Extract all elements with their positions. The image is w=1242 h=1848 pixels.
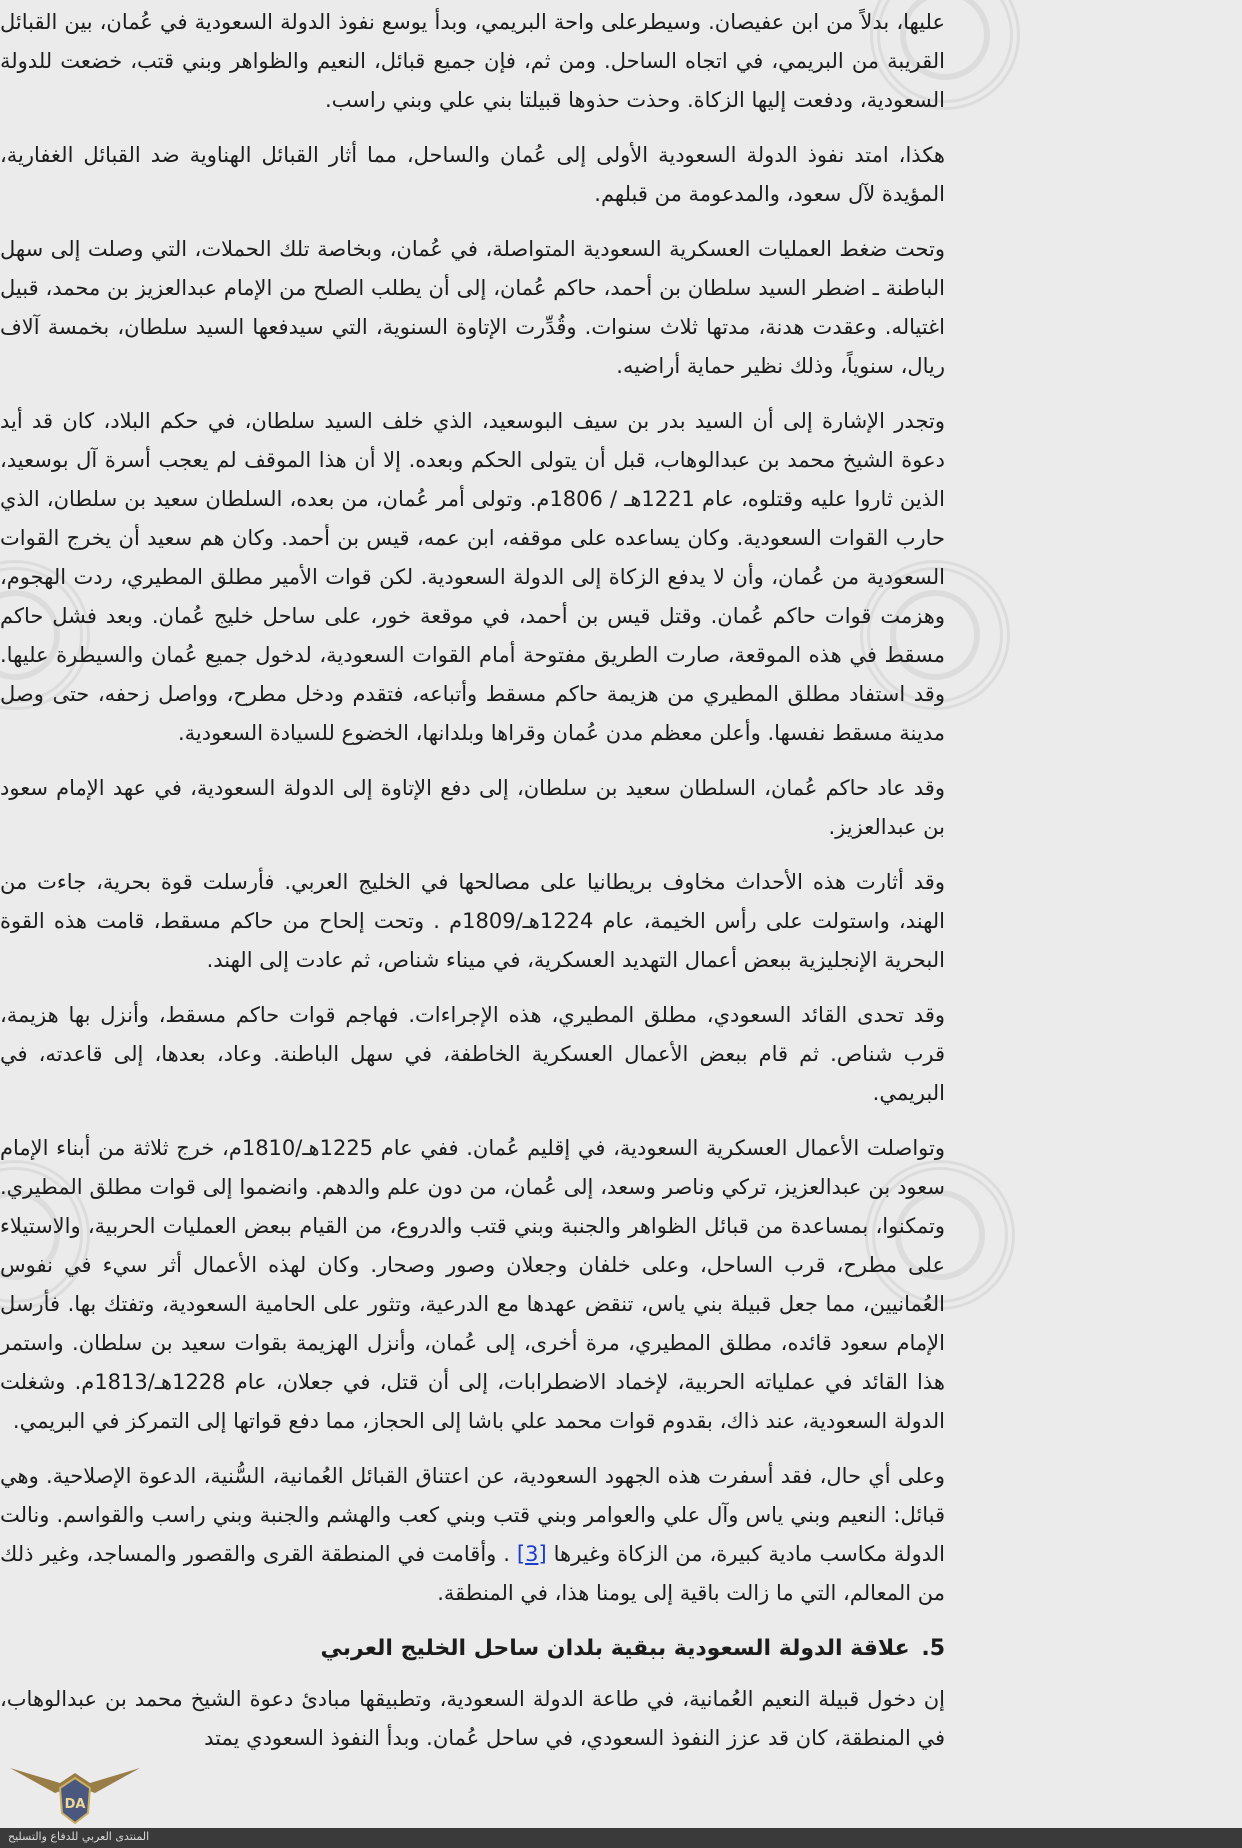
paragraph: هكذا، امتد نفوذ الدولة السعودية الأولى إلى عُمان والساحل، مما أثار القبائل الهناوية ضد القبائل الغفارية، المؤيدة لآل سعود، والمدعومة من قبلهم. [0,143,945,206]
section-number: 5. [921,1636,945,1661]
paragraph: وقد تحدى القائد السعودي، مطلق المطيري، هذه الإجراءات. فهاجم قوات حاكم مسقط، وأنزل بها هزيمة، قرب شناص. ثم قام ببعض الأعمال العسكرية الخاطفة، في سهل الباطنة. وعاد، بعدها، إلى قاعدته، في البريمي. [0,1003,945,1105]
paragraph: إن دخول قبيلة النعيم العُمانية، في طاعة الدولة السعودية، وتطبيقها مبادئ دعوة الشيخ محمد بن عبدالوهاب، في المنطقة، كان قد عزز النفوذ السعودي، في ساحل عُمان. وبدأ النفوذ السعودي يمتد [0,1687,945,1750]
paragraph: وتجدر الإشارة إلى أن السيد بدر بن سيف البوسعيد، الذي خلف السيد سلطان، في حكم البلاد، كان قد أيد دعوة الشيخ محمد بن عبدالوهاب، قبل أن يتولى الحكم وبعده. إلا أن هذا الموقف لم يعجب أسرة آل بوسعيد، الذين ثاروا عليه وقتلوه، عام 1221هـ / 1806م. وتولى أمر عُمان، من بعده، السلطان سعيد بن سلطان، الذي حارب القوات السعودية. وكان يساعده على موقفه، ابن عمه، قيس بن أحمد. وكان هم سعيد أن يخرج القوات السعودية من عُمان، وأن لا يدفع الزكاة إلى الدولة السعودية. لكن قوات الأمير مطلق المطيري، ردت الهجوم، وهزمت قوات حاكم عُمان. وقتل قيس بن أحمد، في موقعة خور، على ساحل خليج عُمان. وبعد فشل حاكم مسقط في هذه الموقعة، صارت الطريق مفتوحة أمام القوات السعودية، لدخول جميع عُمان والسيطرة عليها. وقد استفاد مطلق المطيري من هزيمة حاكم مسقط وأتباعه، فتقدم ودخل مطرح، وواصل زحفه، حتى وصل مدينة مسقط نفسها. وأعلن معظم مدن عُمان وقراها وبلدانها، الخضوع للسيادة السعودية. [0,409,945,745]
section-title: علاقة الدولة السعودية ببقية بلدان ساحل الخليج العربي [320,1636,910,1661]
paragraph: وتحت ضغط العمليات العسكرية السعودية المتواصلة، في عُمان، وبخاصة تلك الحملات، التي وصلت إلى سهل الباطنة ـ اضطر السيد سلطان بن أحمد، حاكم عُمان، إلى أن يطلب الصلح من الإمام عبدالعزيز بن محمد، قبيل اغتياله. وعقدت هدنة، مدتها ثلاث سنوات. وقُدِّرت الإتاوة السنوية، التي سيدفعها السيد سلطان، بخمسة آلاف ريال، سنوياً، وذلك نظير حماية أراضيه. [0,237,945,378]
footnote-reference-link[interactable]: [3] [516,1542,547,1566]
logo-text: DA [64,1797,86,1812]
paragraph: وقد أثارت هذه الأحداث مخاوف بريطانيا على مصالحها في الخليج العربي. فأرسلت قوة بحرية، جاءت من الهند، واستولت على رأس الخيمة، عام 1224هـ/1809م . وتحت إلحاح من حاكم مسقط، قامت هذه القوة البحرية الإنجليزية ببعض أعمال التهديد العسكرية، في ميناء شناص، ثم عادت إلى الهند. [0,870,945,972]
paragraph: وقد عاد حاكم عُمان، السلطان سعيد بن سلطان، إلى دفع الإتاوة إلى الدولة السعودية، في عهد الإمام سعود بن عبدالعزيز. [0,776,945,839]
footer-bar [0,1828,1242,1848]
site-name: المنتدى العربي للدفاع والتسليح [8,1830,150,1843]
section-heading [0,1629,945,1668]
paragraph-text: . وأقامت في المنطقة القرى والقصور والمساجد، وغير ذلك من المعالم، التي ما زالت باقية إلى يومنا هذا، في المنطقة. [0,1542,945,1605]
paragraph [0,1457,945,1613]
paragraph: عليها، بدلاً من ابن عفيصان. وسيطرعلى واحة البريمي، وبدأ يوسع نفوذ الدولة السعودية في عُمان، بين القبائل القريبة من البريمي، في اتجاه الساحل. ومن ثم، فإن جميع قبائل، النعيم والظواهر وبني قتب، خضعت للدولة السعودية، ودفعت إليها الزكاة. وحذت حذوها قبيلتا بني علي وبني راسب. [0,10,945,112]
paragraph: وتواصلت الأعمال العسكرية السعودية، في إقليم عُمان. ففي عام 1225هـ/1810م، خرج ثلاثة من أبناء الإمام سعود بن عبدالعزيز، تركي وناصر وسعد، إلى عُمان، من دون علم والدهم. وانضموا إلى قوات مطلق المطيري. وتمكنوا، بمساعدة من قبائل الظواهر والجنبة وبني قتب والدروع، من القيام ببعض العمليات الحربية، والاستيلاء على مطرح، قرب الساحل، وعلى خلفان وجعلان وصور وصحار. وكان لهذه الأعمال أثر سيء في نفوس العُمانيين، مما جعل قبيلة بني ياس، تنقض عهدها مع الدرعية، وتثور على الحامية السعودية، وتفتك بها. فأرسل الإمام سعود قائده، مطلق المطيري، مرة أخرى، إلى عُمان، وأنزل الهزيمة بقوات سعيد بن سلطان. واستمر هذا القائد في عملياته الحربية، لإخماد الاضطرابات، إلى أن قتل، في جعلان، عام 1228هـ/1813م. وشغلت الدولة السعودية، عند ذاك، بقدوم قوات محمد علي باشا إلى الحجاز، مما دفع قواتها إلى التمركز في البريمي. [0,1136,945,1433]
paragraph-text: وعلى أي حال، فقد أسفرت هذه الجهود السعودية، عن اعتناق القبائل العُمانية، السُّنية، الدعوة الإصلاحية. وهي قبائل: النعيم وبني ياس وآل علي والعوامر وبني قتب وبني كعب والهشم والجنبة وبني راسب والقواسم. ونالت الدولة مكاسب مادية كبيرة، من الزكاة وغيرها [0,1464,945,1566]
